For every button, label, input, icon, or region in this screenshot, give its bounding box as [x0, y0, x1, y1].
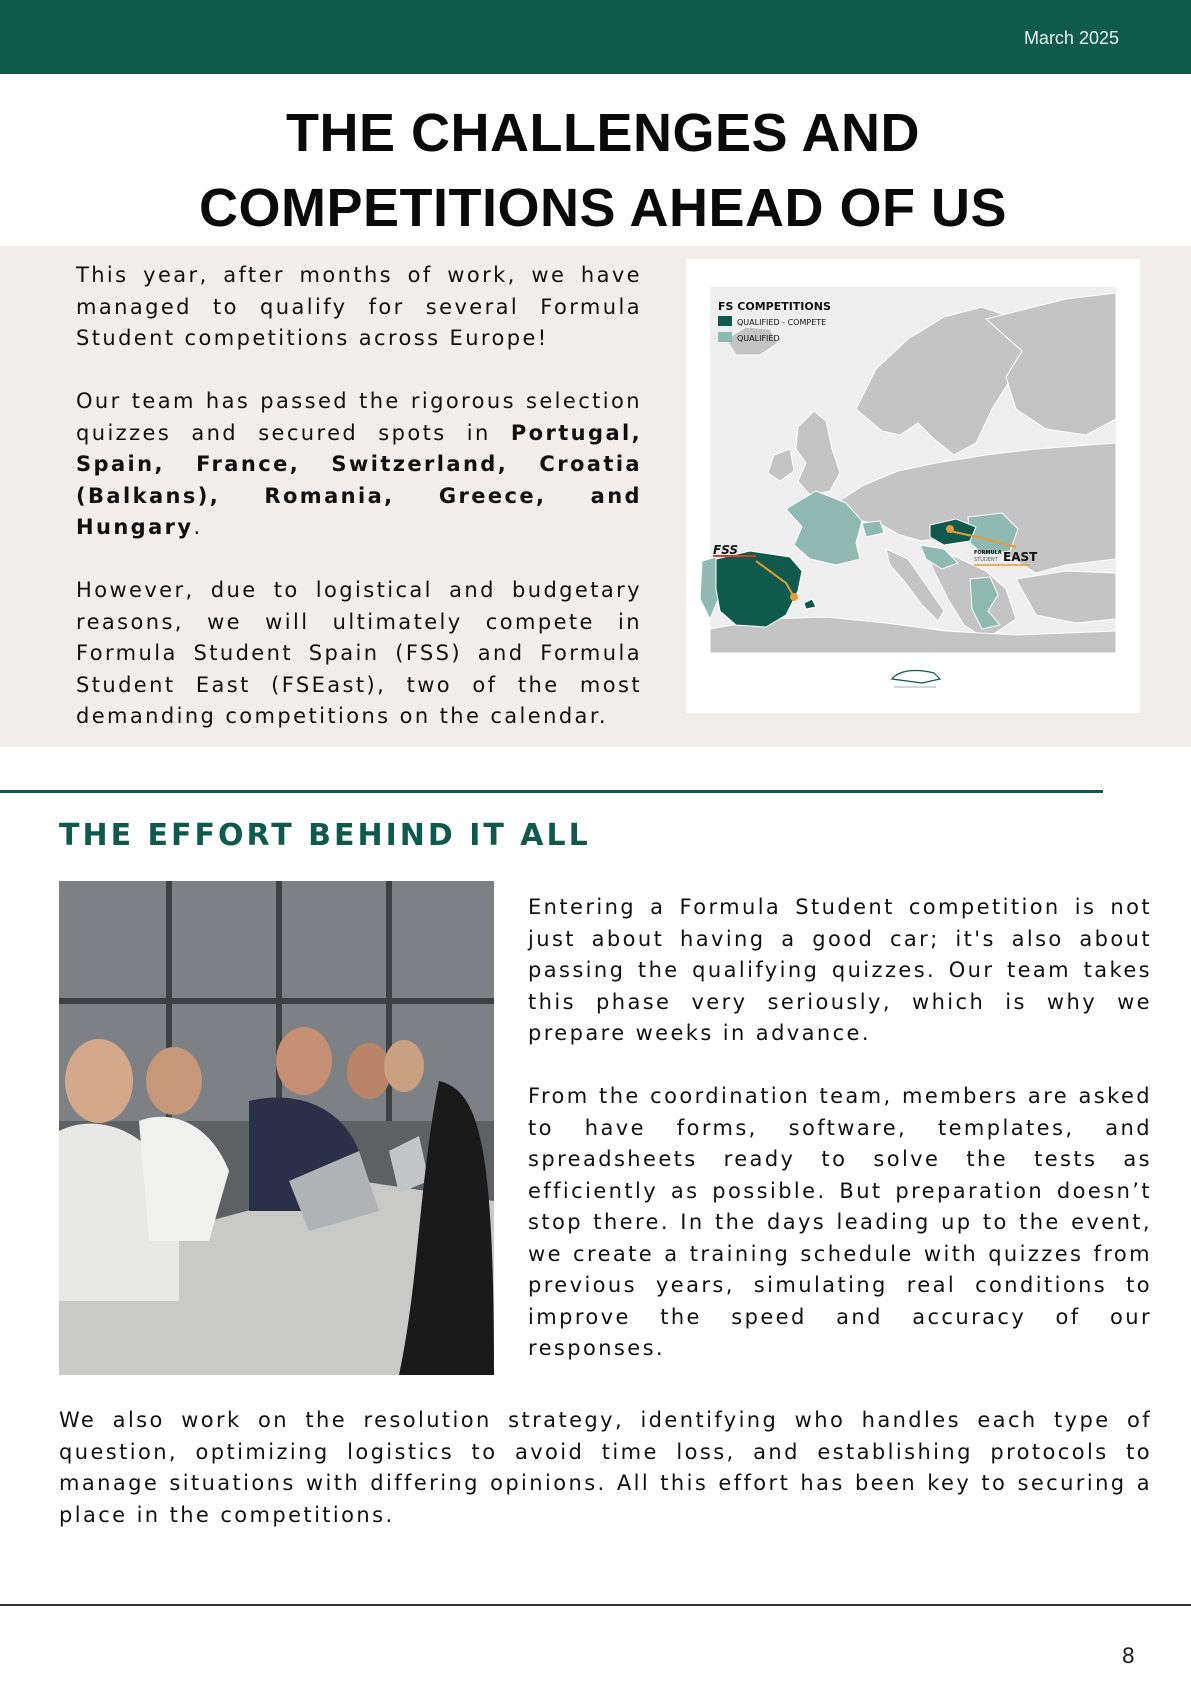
- effort-text: [528, 892, 1152, 1365]
- page-number: 8: [1121, 1644, 1135, 1668]
- intro-text: [76, 260, 642, 733]
- intro-paragraph-3: However, due to logistical and budgetary reasons, we will ultimately compete in Formula Student Spain (FSS) and Formula Student East (FSEast), two of the most demanding competitions on the calendar.: [76, 578, 642, 728]
- intro-paragraph-2: [76, 386, 642, 544]
- map-legend-title: FS COMPETITIONS: [718, 300, 831, 313]
- footer-divider: [0, 1604, 1191, 1606]
- section-divider: [0, 790, 1103, 793]
- pin-fss: [790, 593, 798, 601]
- intro-paragraph-2-lead: Our team has passed the rigorous selection quizzes and secured spots in: [76, 389, 642, 445]
- fss-logo-label: FSS: [713, 543, 739, 557]
- issue-date: March 2025: [1023, 28, 1119, 48]
- europe-map: [686, 259, 1140, 713]
- legend-label-qualified: QUALIFIED: [737, 334, 780, 343]
- page-title-line-1: THE CHALLENGES AND: [285, 103, 920, 163]
- effort-paragraph-2: From the coordination team, members are asked to have forms, software, templates, and spreadsheets ready to solve the tests as efficiently as possible. But preparation doesn’t stop there. In the days leading up to the event, we create a training schedule with quizzes from previous years, simulating real conditions to improve the speed and accuracy of our responses.: [528, 1084, 1152, 1360]
- qualified-countries: Portugal, Spain, France, Switzerland, Croatia (Balkans), Romania, Greece, and Hungary: [76, 420, 642, 539]
- effort-paragraph-1: Entering a Formula Student competition is not just about having a good car; it's also about passing the qualifying quizzes. Our team takes this phase very seriously, which is why we prepare weeks in advance.: [528, 895, 1152, 1045]
- legend-swatch-qualified: [718, 332, 732, 342]
- page-title-line-2: COMPETITIONS AHEAD OF US: [198, 178, 1008, 238]
- legend-swatch-compete: [718, 316, 732, 326]
- page-title: [0, 96, 1191, 246]
- competitions-map-card: [686, 259, 1140, 713]
- effort-heading: THE EFFORT BEHIND IT ALL: [59, 818, 591, 853]
- intro-paragraph-1: This year, after months of work, we have managed to qualify for several Formula Student competitions across Europe!: [76, 263, 642, 350]
- fseast-logo-student: STUDENT: [974, 557, 998, 563]
- fseast-logo-formula: FORMULA: [974, 550, 1002, 556]
- team-photo-illustration: [59, 881, 494, 1375]
- closing-text: [59, 1405, 1152, 1531]
- fseast-logo-east: EAST: [1003, 550, 1038, 564]
- team-logo-icon: [892, 671, 940, 687]
- team-quiz-photo: [59, 881, 494, 1375]
- intro-paragraph-2-end: .: [193, 515, 203, 539]
- legend-label-compete: QUALIFIED - COMPETE: [737, 318, 827, 327]
- pin-fseast: [946, 525, 954, 533]
- header-bar: [0, 0, 1191, 74]
- effort-paragraph-3: We also work on the resolution strategy, identifying who handles each type of question, optimizing logistics to avoid time loss, and establishing protocols to manage situations with differing opinions. All this effort has been key to securing a place in the competitions.: [59, 1408, 1152, 1527]
